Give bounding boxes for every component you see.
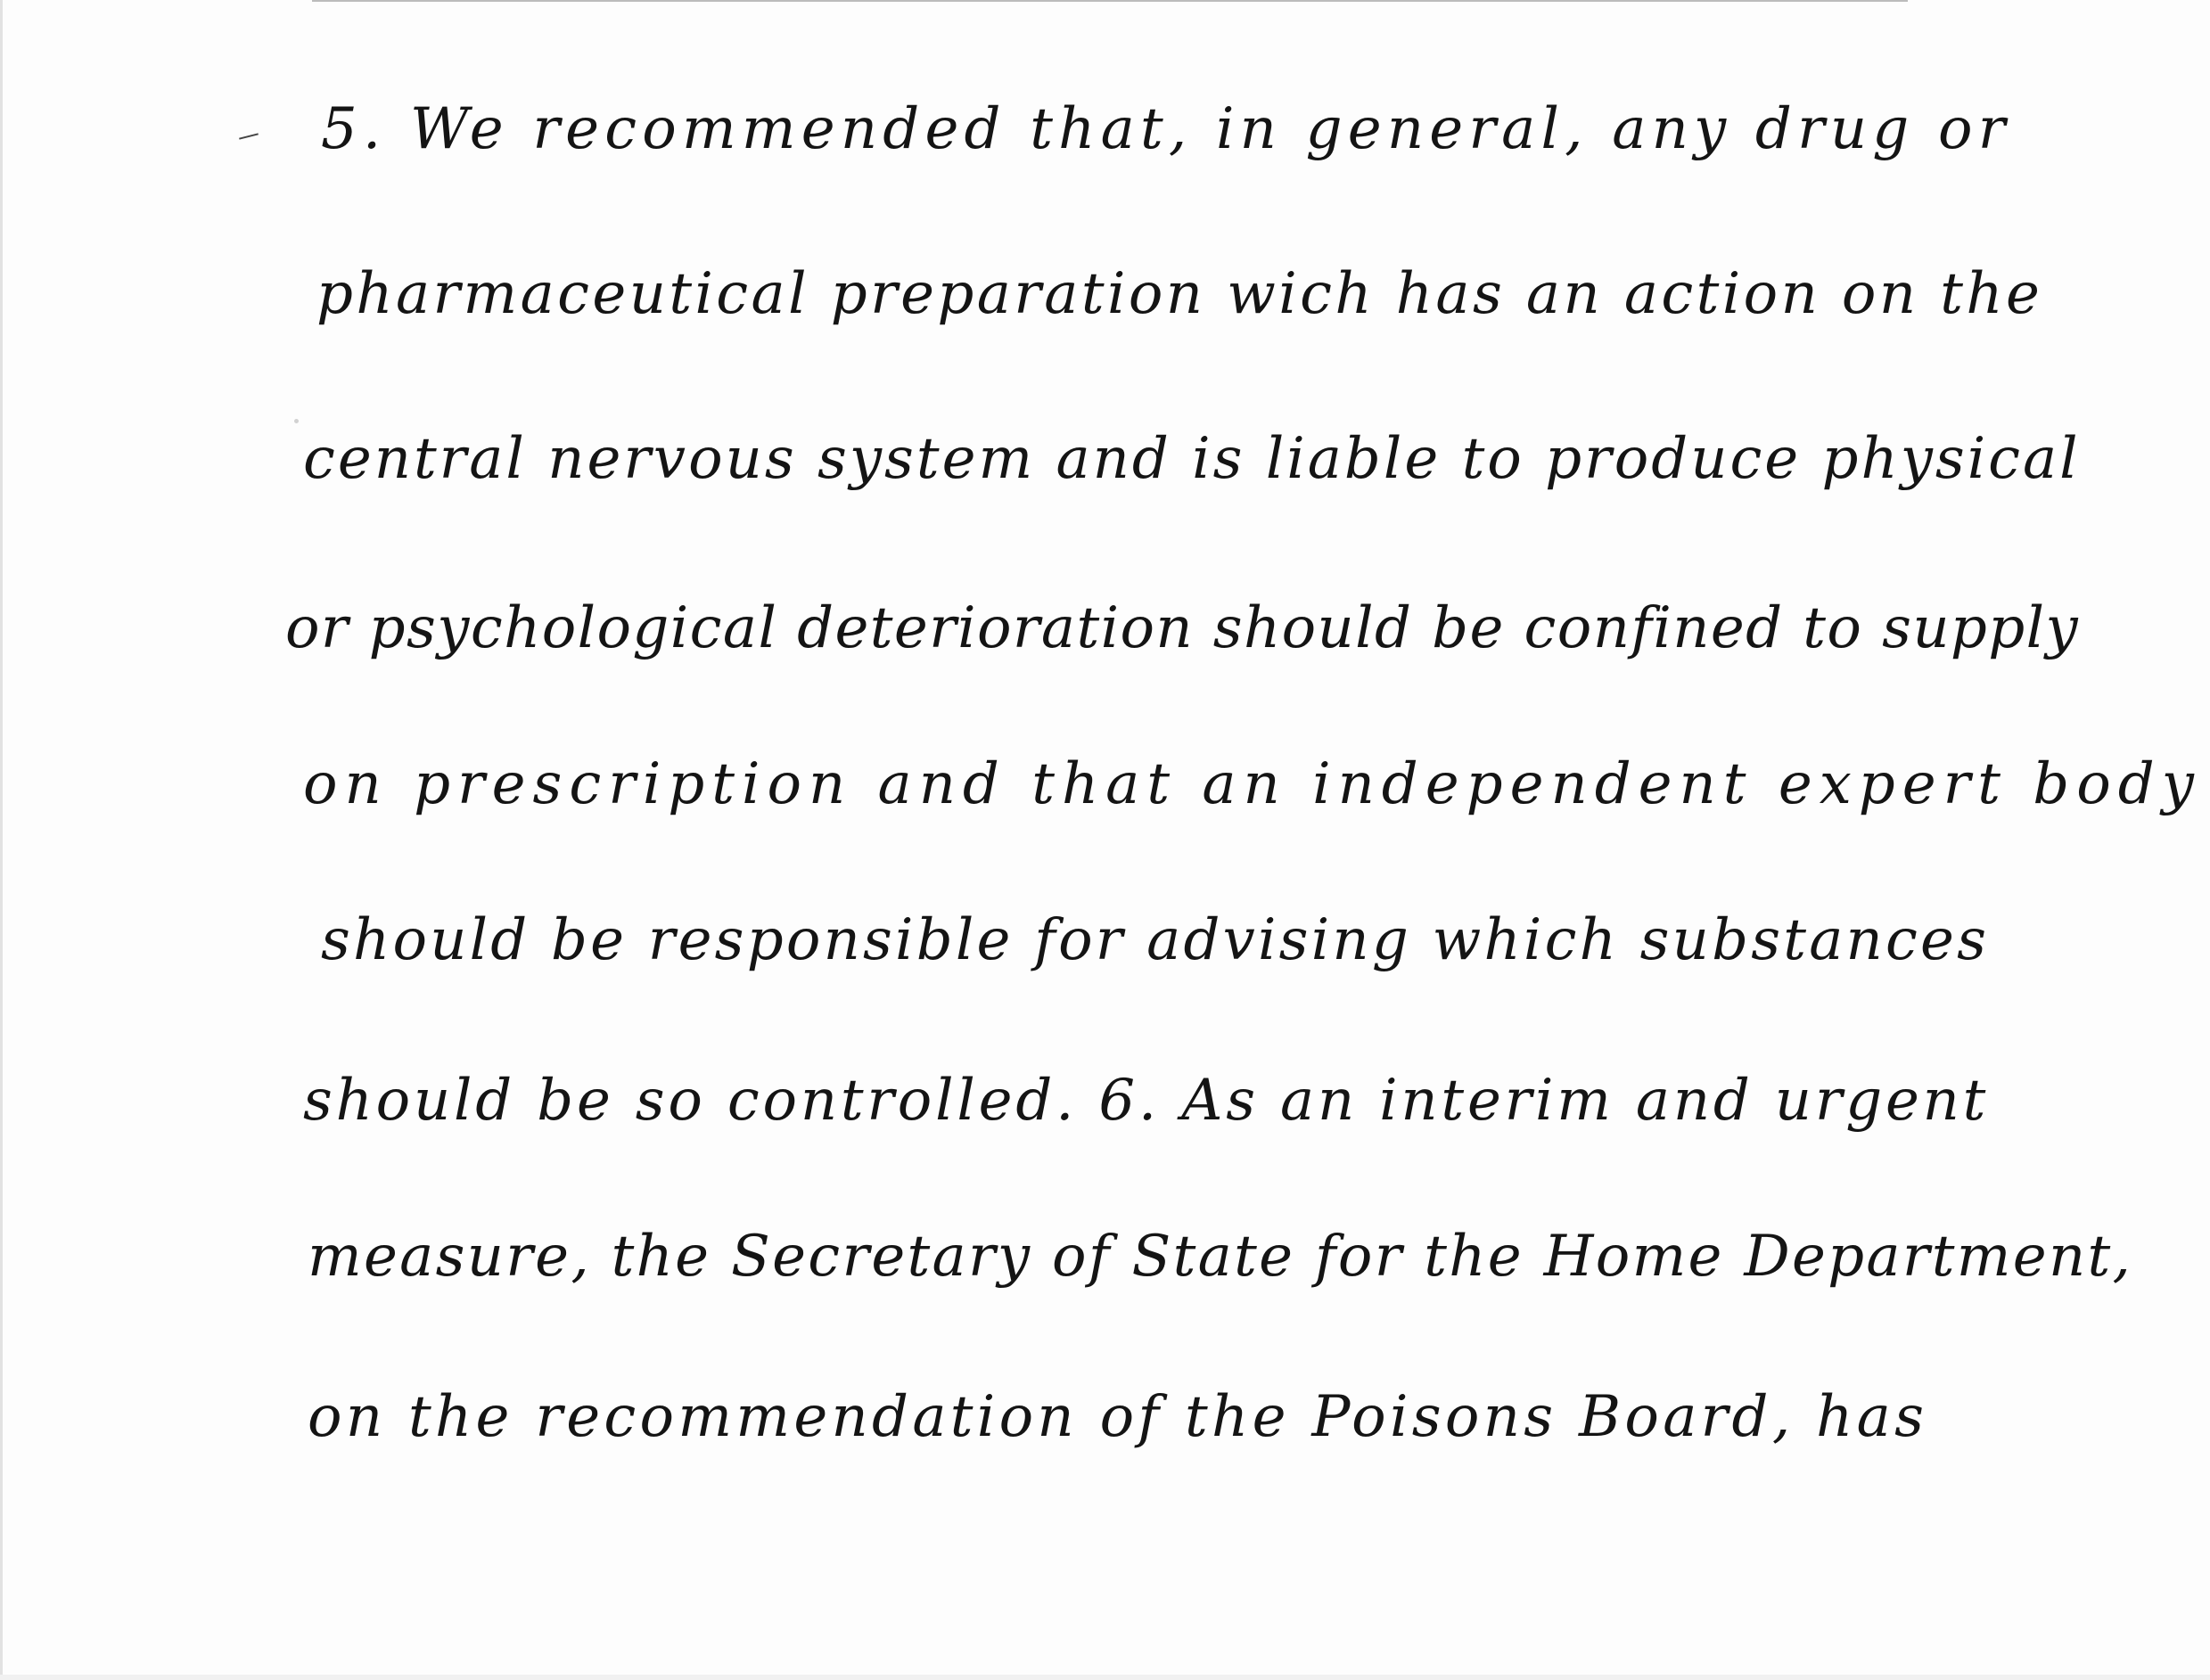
text-line-6: should be responsible for advising which substances — [321, 907, 1990, 973]
scan-left-edge — [0, 0, 3, 1680]
text-line-8: measure, the Secretary of State for the Home Department, — [308, 1224, 2133, 1290]
top-rule-line — [312, 0, 1908, 2]
text-line-7: should be so controlled. 6. As an interim and urgent — [303, 1068, 1990, 1134]
scan-bottom-edge — [0, 1675, 2210, 1680]
text-line-1: 5. We recommended that, in general, any drug or — [321, 96, 2011, 162]
text-line-4: or psychological deterioration should be confined to supply — [285, 595, 2080, 661]
text-line-3: central nervous system and is liable to produce physical — [303, 426, 2081, 492]
margin-pen-mark — [239, 133, 259, 139]
text-line-2: pharmaceutical preparation wich has an action on the — [316, 261, 2043, 327]
text-line-9: on the recommendation of the Poisons Board, has — [308, 1384, 1928, 1450]
text-line-5: on prescription and that an independent expert body — [303, 751, 2201, 817]
paper-speck — [294, 419, 299, 423]
